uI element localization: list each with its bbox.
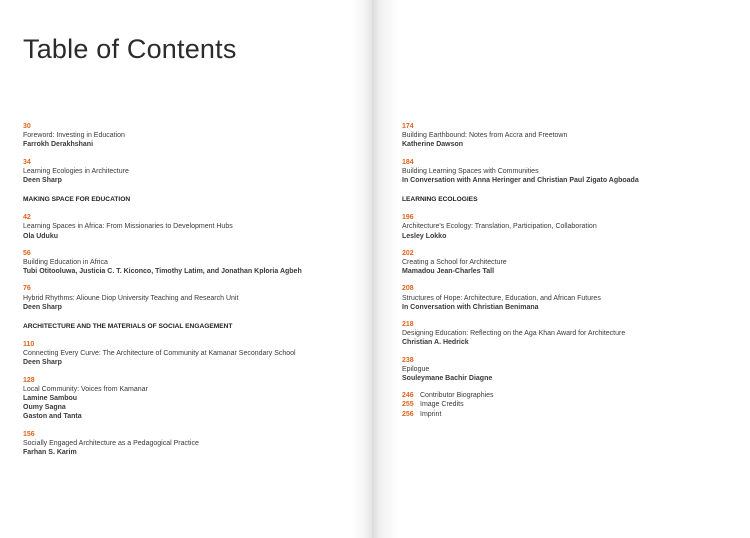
page-number: 128	[23, 376, 35, 384]
toc-entry	[23, 284, 353, 312]
entry-title: Contributor Biographies	[420, 392, 494, 400]
page-title: Table of Contents	[23, 34, 237, 64]
toc-left-column	[23, 122, 353, 465]
page-number: 110	[23, 341, 35, 349]
back-matter-list	[402, 391, 732, 419]
toc-entry	[23, 430, 353, 458]
gutter-shadow-left	[352, 0, 372, 538]
toc-entry	[402, 356, 732, 384]
entry-author: Lesley Lokko	[402, 232, 447, 240]
toc-entry	[402, 213, 732, 241]
entry-author: Katherine Dawson	[402, 141, 464, 149]
back-matter-item	[402, 400, 732, 409]
page-number: 218	[402, 321, 414, 329]
entry-author: Farhan S. Karim	[23, 449, 77, 457]
entry-title: Building Learning Spaces with Communities	[402, 167, 539, 175]
toc-entry	[402, 158, 732, 186]
page-number: 30	[23, 123, 31, 130]
page-number: 246	[402, 392, 414, 400]
entry-title: Connecting Every Curve: The Architecture of Community at Kamanar Secondary School	[23, 350, 296, 358]
entry-author: Deen Sharp	[23, 359, 62, 367]
entry-title: Learning Spaces in Africa: From Missionaries to Development Hubs	[23, 223, 233, 231]
back-matter-item	[402, 410, 732, 419]
page-number: 196	[402, 214, 414, 222]
page-number: 174	[402, 123, 414, 130]
toc-entry	[402, 249, 732, 277]
entry-title: Designing Education: Reflecting on the Aga Khan Award for Architecture	[402, 330, 626, 338]
section-heading: LEARNING ECOLOGIES	[402, 196, 478, 204]
toc-entry	[402, 320, 732, 348]
page-number: 208	[402, 285, 414, 293]
entry-author: Ola Uduku	[23, 232, 59, 240]
entry-author: Oumy Sagna	[23, 404, 66, 412]
entry-author: Lamine Sambou	[23, 395, 78, 403]
entry-title: Imprint	[420, 410, 442, 418]
page-number: 42	[23, 214, 31, 222]
entry-author: Mamadou Jean-Charles Tall	[402, 268, 495, 276]
entry-title: Local Community: Voices from Kamanar	[23, 385, 148, 393]
back-matter-item	[402, 391, 732, 400]
page-number: 238	[402, 356, 414, 364]
entry-author: Christian A. Hedrick	[402, 339, 469, 347]
toc-entry	[23, 213, 353, 241]
toc-entry	[23, 340, 353, 368]
entry-title: Socially Engaged Architecture as a Pedagogical Practice	[23, 439, 199, 447]
entry-title: Foreword: Investing in Education	[23, 132, 125, 140]
entry-author: Tubi Otitooluwa, Justicia C. T. Kiconco, Timothy Latim, and Jonathan Kploria Agbeh	[23, 268, 302, 276]
page-number: 202	[402, 249, 414, 257]
entry-title: Building Education in Africa	[23, 259, 108, 267]
entry-title: Building Earthbound: Notes from Accra and Freetown	[402, 132, 568, 140]
entry-title: Epilogue	[402, 365, 430, 373]
toc-entry	[23, 158, 353, 186]
gutter-shadow-right	[372, 0, 398, 538]
entry-title: Structures of Hope: Architecture, Education, and African Futures	[402, 294, 601, 302]
entry-author: Gaston and Tanta	[23, 413, 82, 421]
toc-entry	[402, 122, 732, 150]
section-heading: ARCHITECTURE AND THE MATERIALS OF SOCIAL ENGAGEMENT	[23, 323, 233, 331]
section-heading: MAKING SPACE FOR EDUCATION	[23, 196, 131, 204]
toc-entry	[23, 249, 353, 277]
entry-author: In Conversation with Anna Heringer and Christian Paul Zigato Agboada	[402, 177, 639, 185]
toc-right-items	[402, 122, 732, 383]
toc-entry	[23, 376, 353, 422]
entry-author: Souleymane Bachir Diagne	[402, 375, 493, 383]
entry-title: Learning Ecologies in Architecture	[23, 167, 129, 175]
page-number: 156	[23, 430, 35, 438]
page-number: 76	[23, 285, 31, 293]
page-number: 34	[23, 158, 31, 166]
page-number: 184	[402, 158, 414, 166]
page-number: 255	[402, 401, 414, 409]
entry-title: Hybrid Rhythms: Alioune Diop University Teaching and Research Unit	[23, 294, 239, 302]
toc-right-column	[402, 122, 732, 419]
page-number: 56	[23, 249, 31, 257]
toc-entry	[23, 122, 353, 150]
entry-title: Creating a School for Architecture	[402, 259, 507, 267]
page-number: 256	[402, 410, 414, 418]
entry-title: Architecture's Ecology: Translation, Participation, Collaboration	[402, 223, 597, 231]
entry-title: Image Credits	[420, 401, 464, 409]
toc-entry	[402, 284, 732, 312]
entry-author: Deen Sharp	[23, 177, 62, 185]
entry-author: Deen Sharp	[23, 303, 62, 311]
entry-author: In Conversation with Christian Benimana	[402, 303, 539, 311]
entry-author: Farrokh Derakhshani	[23, 141, 94, 149]
